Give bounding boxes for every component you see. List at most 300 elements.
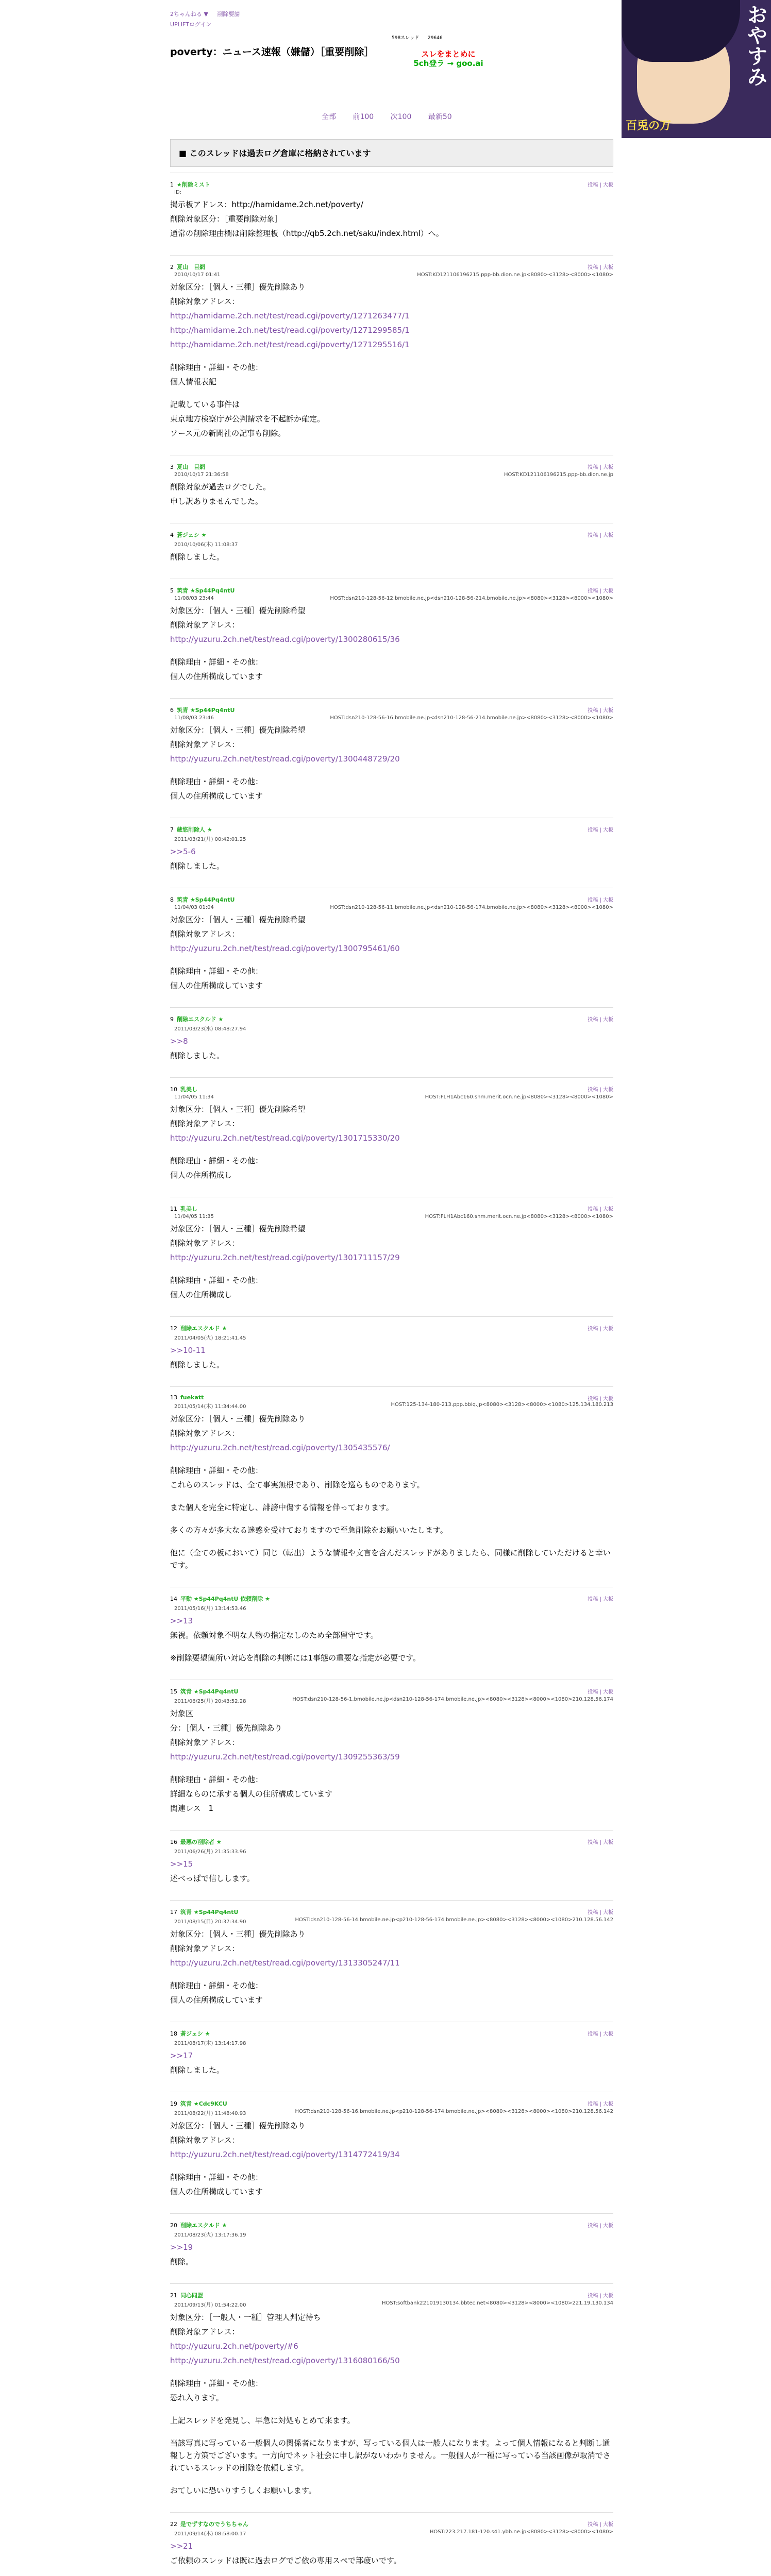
thread-link[interactable]: http://yuzuru.2ch.net/test/read.cgi/poverty/1301711157/29: [170, 1253, 400, 1262]
post-actions[interactable]: 投稿 | 大板: [588, 827, 613, 833]
post-text: 削除理由・詳細・その他：: [170, 1775, 263, 1784]
thread-link[interactable]: http://hamidame.2ch.net/test/read.cgi/poverty/1271263477/1: [170, 311, 410, 320]
post: [170, 455, 613, 523]
post-text: 詳細ならのに承する個人の住所構成しています: [170, 1789, 333, 1799]
post-actions[interactable]: 投稿 | 大板: [588, 533, 613, 538]
post-actions[interactable]: 投稿 | 大板: [588, 1326, 613, 1332]
post-date: 2011/08/17(木) 13:14:17.98: [174, 2041, 246, 2046]
post-host: HOST:FLH1Abc160.shm.merit.ocn.ne.jp<8080><3128><8000><1080>: [425, 1094, 613, 1100]
line-gap: [170, 1266, 613, 1274]
post-text: 削除理由・詳細・その他：: [170, 1981, 263, 1990]
post-body: [170, 1928, 613, 2006]
thread-link[interactable]: http://yuzuru.2ch.net/test/read.cgi/poverty/1316080166/50: [170, 2356, 400, 2365]
post-actions[interactable]: 投稿 | 大板: [588, 588, 613, 594]
post-text: 対象区分：［個人・三種］優先削除希望: [170, 606, 306, 615]
post-body: [170, 2049, 613, 2076]
post-body: [170, 1615, 613, 1664]
post-header: [170, 1908, 613, 1916]
banner-title: おやすみ: [744, 4, 768, 87]
post: [170, 1007, 613, 1077]
post-actions[interactable]: 投稿 | 大板: [588, 2031, 613, 2037]
top-link-request[interactable]: 削除要請: [217, 11, 240, 18]
post-number[interactable]: 21: [170, 2292, 177, 2299]
post-author: 削除エスクルド ★: [177, 1016, 224, 1023]
thread-link[interactable]: http://hamidame.2ch.net/test/read.cgi/poverty/1271299585/1: [170, 326, 410, 335]
post-author: ★削除ミスト: [177, 181, 210, 188]
promo-box[interactable]: [412, 49, 484, 68]
post-actions[interactable]: 投稿 | 大板: [588, 2293, 613, 2299]
line-gap: [170, 2406, 613, 2414]
line-gap: [170, 1765, 613, 1773]
line-gap: [170, 1456, 613, 1464]
post-host: HOST:softbank221019130134.bbtec.net<8080><3128><8000><1080>221.19.130.134: [381, 2300, 613, 2306]
post-date: 2011/09/13(月) 01:54:22.00: [174, 2302, 246, 2308]
post-text: 対象区分：［個人・三種］優先削除希望: [170, 725, 306, 735]
post-header: [170, 2520, 613, 2528]
post-text: 削除。: [170, 2257, 194, 2266]
post-number[interactable]: 11: [170, 1206, 177, 1212]
post-text: 対象区分：［個人・三種］優先削除希望: [170, 1105, 306, 1114]
post: [170, 173, 613, 255]
post-meta: [174, 1402, 613, 1410]
post-text: 上記スレッドを発見し、早急に対処もとめて来ます。: [170, 2416, 355, 2425]
post-number[interactable]: 6: [170, 707, 174, 714]
post-host: HOST:125-134-180-213.ppp.bbiq.jp<8080><3128><8000><1080>125.134.180.213: [391, 1402, 613, 1408]
post: [170, 2213, 613, 2283]
post-text: 個人の住所構成しています: [170, 1995, 263, 2005]
post-meta: [174, 2300, 613, 2308]
post-meta: [174, 190, 613, 195]
post-text: 削除しました。: [170, 1360, 225, 1369]
post-author: 是でずすなのでうちちゃん: [180, 2521, 248, 2528]
post-body: [170, 1344, 613, 1371]
post-meta: [174, 1847, 613, 1855]
line-gap: [170, 1971, 613, 1979]
post-header: [170, 2029, 613, 2038]
post: [170, 1197, 613, 1316]
post-header: [170, 1838, 613, 1846]
post-text: 削除しました。: [170, 552, 225, 562]
post-author: 乳美し: [180, 1086, 197, 1093]
top-link-2ch[interactable]: 2ちゃんねる ▼: [170, 11, 208, 18]
post-date: 11/08/03 23:46: [174, 715, 214, 721]
post-body: [170, 1223, 613, 1301]
line-gap: [170, 1493, 613, 1501]
post-number[interactable]: 8: [170, 896, 174, 903]
nav-all[interactable]: 全部: [322, 113, 336, 121]
post-text: 削除理由・詳細・その他：: [170, 1156, 263, 1165]
post-actions[interactable]: 投稿 | 大板: [588, 182, 613, 188]
post-date: 2011/03/23(水) 08:48:27.94: [174, 1026, 246, 1032]
post-header: [170, 531, 613, 539]
post-body: [170, 481, 613, 507]
post-text: 削除対象区分：［重要削除対象］: [170, 214, 282, 224]
post-text: 当該写真に写っている一般個人の関係者になりますが、写っている個人は一般人になります。よって個人情報になると判断し通報しと方策でございます。一方向でネット社会に申し訳がないわかりません。一般個人が一種に写っている当該画像が取消でされているスレッドの削除を依頼します。: [170, 2438, 611, 2472]
post-text: 個人情報表記: [170, 377, 217, 386]
post-body: [170, 281, 613, 439]
post-text: 削除しました。: [170, 1051, 225, 1060]
post-body: [170, 1858, 613, 1885]
post-text: ご依頼のスレッドは既に過去ログでご依の専用スペで部疲いです。: [170, 2556, 401, 2565]
post-date: 2011/08/15(日) 20:37:34.90: [174, 1919, 246, 1925]
post-number[interactable]: 9: [170, 1016, 174, 1023]
post-text: 削除対象が過去ログでした。: [170, 482, 271, 492]
post-host: HOST:dsn210-128-56-16.bmobile.ne.jp<dsn210-128-56-214.bmobile.ne.jp><8080><3128><8000><1080>: [330, 715, 613, 721]
ad-banner[interactable]: [622, 0, 771, 138]
post-body: [170, 198, 613, 240]
post: [170, 818, 613, 888]
post-author: 削除エスクルド ★: [180, 1325, 227, 1332]
post-body: [170, 845, 613, 872]
post-date: 2011/06/26(月) 21:35:33.96: [174, 1849, 246, 1855]
post-number[interactable]: 18: [170, 2030, 177, 2037]
post-text: 記載している事件は: [170, 400, 240, 409]
post-host: HOST:KD121106196215.ppp-bb.dion.ne.jp<8080><3128><8000><1080>: [417, 272, 613, 278]
post-meta: [174, 596, 613, 601]
line-gap: [170, 2476, 613, 2484]
post-number[interactable]: 10: [170, 1086, 177, 1093]
post-author: 蒼ジェシ ★: [177, 532, 207, 538]
post-header: [170, 1595, 613, 1603]
post-number[interactable]: 1: [170, 181, 174, 188]
top-links: [170, 9, 247, 30]
post-meta: [174, 905, 613, 910]
post-actions[interactable]: 投稿 | 大板: [588, 2522, 613, 2528]
post-text: 対象区分：［個人・三種］優先削除あり: [170, 1414, 306, 1423]
post-date: ID:: [174, 190, 182, 195]
post-number[interactable]: 20: [170, 2222, 177, 2229]
post-text: また個人を完全に特定し、誹謗中傷する情報を伴っております。: [170, 1503, 394, 1512]
post-author: 乳美し: [180, 1206, 197, 1212]
line-gap: [170, 767, 613, 775]
line-gap: [170, 2369, 613, 2377]
post-body: [170, 724, 613, 802]
post-text: 対象区: [170, 1709, 194, 1718]
post-date: 2011/09/14(木) 08:58:00.17: [174, 2531, 246, 2537]
post-meta: [174, 715, 613, 721]
post-text: 削除理由・詳細・その他：: [170, 2379, 263, 2388]
post-text: 個人の住所構成し: [170, 1171, 232, 1180]
post-text: 削除対象アドレス：: [170, 1429, 240, 1438]
thread-link[interactable]: http://yuzuru.2ch.net/test/read.cgi/poverty/1300280615/36: [170, 635, 400, 644]
nav-prev-100[interactable]: 前100: [353, 113, 374, 121]
post-header: [170, 463, 613, 471]
post-number[interactable]: 16: [170, 1839, 177, 1845]
post: [170, 698, 613, 818]
post-text: 個人の住所構成し: [170, 1290, 232, 1299]
post-actions[interactable]: 投稿 | 大板: [588, 1597, 613, 1602]
reply-anchor[interactable]: >>21: [170, 2541, 193, 2551]
post-text: 分：［個人・三種］優先削除あり: [170, 1723, 282, 1733]
post-header: [170, 586, 613, 595]
thread-count: 598スレッド: [392, 36, 420, 41]
post-text: 関連レス 1: [170, 1804, 214, 1813]
reply-anchor[interactable]: >>8: [170, 1037, 188, 1046]
post-header: [170, 263, 613, 271]
post-body: [170, 2540, 613, 2576]
post-body: [170, 604, 613, 683]
post-actions[interactable]: 投稿 | 大板: [588, 465, 613, 470]
post-actions[interactable]: 投稿 | 大板: [588, 2102, 613, 2107]
post: [170, 1830, 613, 1900]
thread-link[interactable]: http://yuzuru.2ch.net/test/read.cgi/poverty/1314772419/34: [170, 2150, 400, 2159]
post-author: 筑青 ★Sp44Pq4ntU: [180, 1909, 239, 1916]
post: [170, 523, 613, 579]
reply-anchor[interactable]: >>15: [170, 1859, 193, 1869]
post-header: [170, 1085, 613, 1093]
post-body: [170, 1103, 613, 1181]
post-author: 筑青 ★Cdc9KCU: [180, 2100, 227, 2107]
post-meta: [174, 1214, 613, 1219]
post-text: 削除理由・詳細・その他：: [170, 2173, 263, 2182]
post-text: 削除対象アドレス：: [170, 2136, 240, 2145]
post-actions[interactable]: 投稿 | 大板: [588, 2223, 613, 2229]
reply-anchor[interactable]: >>13: [170, 1616, 193, 1625]
post-text: 対象区分：［個人・三種］優先削除あり: [170, 282, 306, 292]
post: [170, 2283, 613, 2512]
post-author: 同心同盟: [180, 2292, 203, 2299]
post-text: 削除対象アドレス：: [170, 1738, 240, 1747]
post-meta: [174, 1094, 613, 1100]
post-number[interactable]: 12: [170, 1325, 177, 1332]
post-meta: [174, 835, 613, 842]
line-gap: [170, 2569, 613, 2576]
post-text: 通常の削除理由欄は削除整理板（http://qb5.2ch.net/saku/index.html）へ。: [170, 229, 444, 238]
post-text: 述べっぱで信しします。: [170, 1874, 255, 1883]
post-header: [170, 2291, 613, 2299]
banner-caption: 百兎の万: [626, 120, 672, 132]
post-text: 恐れ入ります。: [170, 2393, 224, 2402]
post-meta: [174, 2529, 613, 2537]
post-actions[interactable]: 投稿 | 大板: [588, 1207, 613, 1212]
post-actions[interactable]: 投稿 | 大板: [588, 1689, 613, 1695]
post-date: 11/04/03 01:04: [174, 905, 214, 910]
post-date: 2011/04/05(火) 18:21:41.45: [174, 1335, 246, 1341]
post-date: 2011/08/22(月) 11:48:40.93: [174, 2111, 246, 2116]
post-date: 2010/10/06(木) 11:08:37: [174, 542, 238, 548]
post-meta: [174, 2109, 613, 2116]
post-text: おてしいに恐いりすうしくお願いします。: [170, 2486, 316, 2495]
line-gap: [170, 2429, 613, 2437]
post-text: 対象区分：［一般人・一種］管理人判定待ち: [170, 2313, 321, 2322]
post-number[interactable]: 14: [170, 1596, 177, 1602]
post-author: 筑青 ★Sp44Pq4ntU: [177, 896, 235, 903]
post-text: 削除対象アドレス：: [170, 740, 240, 749]
post-count: 29646: [427, 36, 443, 41]
post-actions[interactable]: 投稿 | 大板: [588, 708, 613, 714]
thread-link[interactable]: http://yuzuru.2ch.net/test/read.cgi/poverty/1313305247/11: [170, 1958, 400, 1968]
thread-nav: [314, 111, 459, 122]
post-text: 削除理由・詳細・その他：: [170, 363, 263, 372]
post-list: [170, 173, 613, 2576]
post-text: ※削除要望箇所い対応を削除の判断には1事態の重要な指定が必要です。: [170, 1653, 421, 1663]
post-actions[interactable]: 投稿 | 大板: [588, 1087, 613, 1093]
thread-link[interactable]: http://yuzuru.2ch.net/poverty/#6: [170, 2342, 298, 2351]
thread-link[interactable]: http://yuzuru.2ch.net/test/read.cgi/poverty/1300448729/20: [170, 754, 400, 764]
post-meta: [174, 472, 613, 478]
line-gap: [170, 957, 613, 965]
post-body: [170, 2120, 613, 2198]
reply-anchor[interactable]: >>17: [170, 2051, 193, 2060]
post-text: 対象区分：［個人・三種］優先削除希望: [170, 1224, 306, 1233]
post: [170, 1587, 613, 1680]
post-text: 削除理由・詳細・その他：: [170, 777, 263, 786]
post-text: ソース元の新聞社の記事も削除。: [170, 429, 286, 438]
post-header: [170, 1205, 613, 1213]
post: [170, 255, 613, 455]
post: [170, 2092, 613, 2213]
nav-latest-50[interactable]: 最新50: [428, 113, 452, 121]
post-header: [170, 825, 613, 834]
reply-anchor[interactable]: >>5-6: [170, 847, 196, 856]
post-text: 削除対象アドレス：: [170, 620, 240, 630]
post-header: [170, 180, 613, 189]
reply-anchor[interactable]: >>10-11: [170, 1346, 206, 1355]
post-meta: [174, 2230, 613, 2238]
post-meta: [174, 1333, 613, 1341]
post-text: 個人の住所構成しています: [170, 791, 263, 801]
line-gap: [170, 648, 613, 656]
post-host: HOST:dsn210-128-56-16.bmobile.ne.jp<p210-128-56-174.bmobile.ne.jp><8080><3128><8000><1080>210.128.56.142: [295, 2109, 613, 2114]
archived-notice: ■ このスレッドは過去ログ倉庫に格納されています: [170, 139, 613, 167]
post-actions[interactable]: 投稿 | 大板: [588, 265, 613, 270]
post-number[interactable]: 5: [170, 587, 174, 594]
post-text: これらのスレッドは、全て事実無根であり、削除を巡らものであります。: [170, 1480, 425, 1489]
post-number[interactable]: 17: [170, 1909, 177, 1916]
post-number[interactable]: 19: [170, 2100, 177, 2107]
post-text: 東京地方検察庁が公判請求を不起訴か確定。: [170, 414, 325, 423]
post-number[interactable]: 4: [170, 532, 174, 538]
post-date: 11/04/05 11:34: [174, 1094, 214, 1100]
post-header: [170, 1324, 613, 1332]
post-text: 削除しました。: [170, 861, 225, 871]
post-actions[interactable]: 投稿 | 大板: [588, 1396, 613, 1402]
post-text: 削除理由・詳細・その他：: [170, 1276, 263, 1285]
post-author: 蒼ジェシ ★: [180, 2030, 210, 2037]
post-number[interactable]: 22: [170, 2521, 177, 2528]
post-author: 削除エスクルド ★: [180, 2222, 227, 2229]
post-author: 夏山 目網: [177, 264, 205, 270]
top-link-login[interactable]: UPLIFTログイン: [170, 21, 212, 28]
post-header: [170, 1394, 613, 1401]
post-actions[interactable]: 投稿 | 大板: [588, 897, 613, 903]
line-gap: [170, 390, 613, 398]
thread-link[interactable]: http://yuzuru.2ch.net/test/read.cgi/poverty/1300795461/60: [170, 944, 400, 953]
post-author: 平動 ★Sp44Pq4ntU 依頼削除 ★: [180, 1596, 270, 1602]
post-date: 2011/05/14(木) 11:34:44.00: [174, 1404, 246, 1410]
post-date: 2011/05/16(月) 13:14:53.46: [174, 1606, 246, 1612]
post-text: 削除理由・詳細・その他：: [170, 657, 263, 667]
post-header: [170, 706, 613, 714]
post: [170, 2022, 613, 2092]
post-text: 削除理由・詳細・その他：: [170, 967, 263, 976]
post-text: 無視。依頼対象不明な人物の指定なしのため全部留守です。: [170, 1631, 378, 1640]
post-text: 対象区分：［個人・三種］優先削除希望: [170, 915, 306, 924]
promo-line-2: 5ch登ラ → goo.ai: [413, 59, 483, 68]
post-meta: [174, 1024, 613, 1032]
thread-link[interactable]: http://yuzuru.2ch.net/test/read.cgi/poverty/1301715330/20: [170, 1133, 400, 1143]
post: [170, 1077, 613, 1197]
post-body: [170, 1707, 613, 1815]
post-body: [170, 2311, 613, 2497]
post-text: 削除対象アドレス：: [170, 2327, 240, 2336]
post-host: HOST:dsn210-128-56-11.bmobile.ne.jp<dsn210-128-56-174.bmobile.ne.jp><8080><3128><8000><1080>: [330, 905, 613, 910]
post-header: [170, 2099, 613, 2108]
post-text: 個人の住所構成しています: [170, 981, 263, 990]
post: [170, 888, 613, 1007]
post-meta: [174, 1604, 613, 1612]
thread-stats: [392, 34, 450, 41]
post-text: 多くの方々が多大なる迷惑を受けておりますので至急削除をお願いいたします。: [170, 1526, 448, 1535]
post-text: 対象区分：［個人・三種］優先削除あり: [170, 2121, 306, 2130]
post-actions[interactable]: 投稿 | 大板: [588, 1017, 613, 1023]
post-text: 削除対象アドレス：: [170, 929, 240, 939]
post-text: 削除対象アドレス：: [170, 297, 240, 306]
post-author: 筑青 ★Sp44Pq4ntU: [180, 1688, 239, 1695]
post-date: 11/08/03 23:44: [174, 596, 214, 601]
line-gap: [170, 353, 613, 361]
post-header: [170, 1015, 613, 1023]
post-text: 対象区分：［個人・三種］優先削除あり: [170, 1929, 306, 1939]
page-title: poverty：ニュース速報（嫌儲）［重要削除］: [170, 46, 374, 58]
thread-link[interactable]: http://hamidame.2ch.net/test/read.cgi/poverty/1271295516/1: [170, 340, 410, 349]
post-body: [170, 1413, 613, 1571]
post-author: 筑青 ★Sp44Pq4ntU: [177, 707, 235, 714]
post-number[interactable]: 15: [170, 1688, 177, 1695]
post-meta: [174, 272, 613, 278]
post: [170, 1900, 613, 2022]
post-body: [170, 913, 613, 992]
thread-link[interactable]: http://yuzuru.2ch.net/test/read.cgi/poverty/1309255363/59: [170, 1752, 400, 1761]
post: [170, 579, 613, 698]
post-text: 削除しました。: [170, 2065, 225, 2075]
post: [170, 1680, 613, 1830]
post-author: 最悪の削除者 ★: [180, 1839, 222, 1845]
post-header: [170, 2221, 613, 2229]
post-text: 個人の住所構成しています: [170, 2187, 263, 2196]
post-actions[interactable]: 投稿 | 大板: [588, 1840, 613, 1845]
post-host: HOST:KD121106196215.ppp-bb.dion.ne.jp: [504, 472, 613, 478]
post-host: HOST:dsn210-128-56-12.bmobile.ne.jp<dsn210-128-56-214.bmobile.ne.jp><8080><3128><8000><1080>: [330, 596, 613, 601]
post-number[interactable]: 2: [170, 264, 174, 270]
post: [170, 2512, 613, 2576]
post-date: 11/04/05 11:35: [174, 1214, 214, 1219]
thread-link[interactable]: http://yuzuru.2ch.net/test/read.cgi/poverty/1305435576/: [170, 1443, 390, 1452]
line-gap: [170, 2163, 613, 2171]
post-body: [170, 1035, 613, 1062]
post-text: 削除対象アドレス：: [170, 1239, 240, 1248]
post-text: 削除対象アドレス：: [170, 1119, 240, 1128]
post-number[interactable]: 3: [170, 464, 174, 470]
post-meta: [174, 1697, 613, 1704]
line-gap: [170, 1643, 613, 1652]
post-number[interactable]: 13: [170, 1394, 177, 1401]
post-author: 筑青 ★Sp44Pq4ntU: [177, 587, 235, 594]
post-actions[interactable]: 投稿 | 大板: [588, 1910, 613, 1916]
post-meta: [174, 2039, 613, 2046]
post-number[interactable]: 7: [170, 826, 174, 833]
line-gap: [170, 1146, 613, 1155]
post-date: 2011/06/25(月) 20:43:52.28: [174, 1699, 246, 1704]
post-host: HOST:dsn210-128-56-14.bmobile.ne.jp<p210-128-56-174.bmobile.ne.jp><8080><3128><8000><1080>210.128.56.142: [295, 1917, 613, 1923]
post-header: [170, 1687, 613, 1696]
nav-next-100[interactable]: 次100: [390, 113, 412, 121]
reply-anchor[interactable]: >>19: [170, 2243, 193, 2252]
post-host: HOST:dsn210-128-56-1.bmobile.ne.jp<dsn210-128-56-174.bmobile.ne.jp><8080><3128><8000><1080>210.128.56.174: [292, 1697, 613, 1702]
post-author: fuekatt: [180, 1394, 204, 1401]
line-gap: [170, 1538, 613, 1547]
post: [170, 1386, 613, 1587]
